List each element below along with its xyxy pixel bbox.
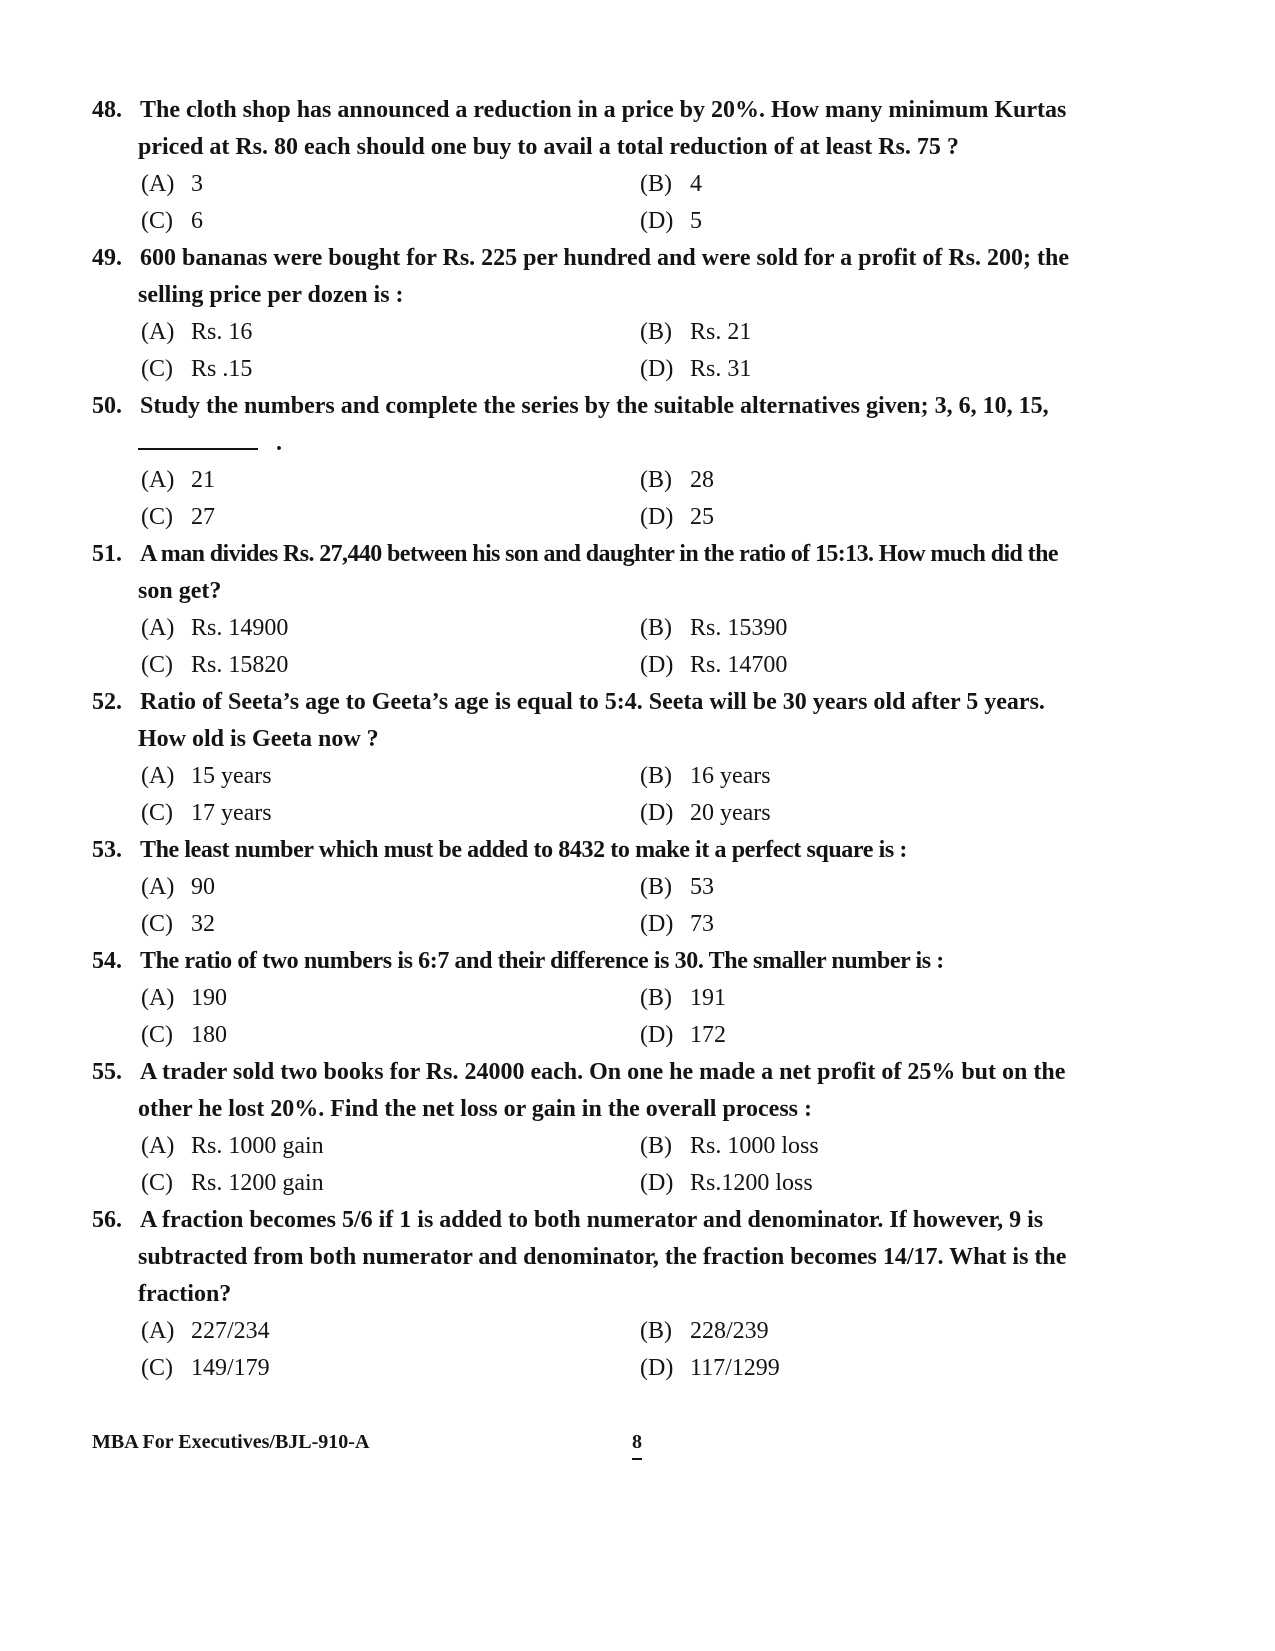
option-text: 28 <box>690 467 714 493</box>
option-letter: (C) <box>141 1022 173 1048</box>
question-number: 54. <box>92 948 122 974</box>
option-letter: (D) <box>640 800 674 826</box>
option-b <box>640 314 751 351</box>
option-d <box>640 906 714 943</box>
option-text: Rs. 16 <box>191 319 253 345</box>
option-text: 73 <box>690 911 714 937</box>
option-letter: (B) <box>640 171 672 197</box>
question-text-line: The cloth shop has announced a reduction in a price by 20%. How many minimum Kurtas <box>140 97 1067 123</box>
question-text-line: fraction? <box>138 1281 232 1307</box>
question-text-line: A man divides Rs. 27,440 between his son and daughter in the ratio of 15:13. How much did the <box>140 541 1058 567</box>
option-letter: (B) <box>640 1318 672 1344</box>
question-text-line: son get? <box>138 578 222 604</box>
question-56 <box>92 1202 1102 1387</box>
option-letter: (A) <box>141 1318 175 1344</box>
option-d <box>640 351 751 388</box>
option-b <box>640 1313 769 1350</box>
option-letter: (D) <box>640 1170 674 1196</box>
option-letter: (A) <box>141 763 175 789</box>
page-number-value: 8 <box>632 1431 642 1453</box>
option-d <box>640 1350 780 1387</box>
question-52 <box>92 684 1102 832</box>
option-letter: (D) <box>640 1022 674 1048</box>
option-letter: (B) <box>640 467 672 493</box>
option-letter: (B) <box>640 615 672 641</box>
question-55 <box>92 1054 1102 1202</box>
option-letter: (A) <box>141 467 175 493</box>
question-number: 51. <box>92 541 122 567</box>
option-text: 228/239 <box>690 1318 769 1344</box>
option-text: Rs. 1000 gain <box>191 1133 324 1159</box>
option-text: 53 <box>690 874 714 900</box>
question-text-line: How old is Geeta now ? <box>138 726 379 752</box>
option-text: 16 years <box>690 763 771 789</box>
option-text: 5 <box>690 208 702 234</box>
option-text: Rs. 15390 <box>690 615 788 641</box>
option-text: Rs.1200 loss <box>690 1170 813 1196</box>
option-a <box>141 314 252 351</box>
option-b <box>640 1128 819 1165</box>
option-letter: (C) <box>141 1170 173 1196</box>
option-text: 180 <box>191 1022 227 1048</box>
question-text-line: A trader sold two books for Rs. 24000 each. On one he made a net profit of 25% but on the <box>140 1059 1066 1085</box>
option-letter: (B) <box>640 985 672 1011</box>
question-50 <box>92 388 1102 536</box>
option-letter: (C) <box>141 356 173 382</box>
option-text: 20 years <box>690 800 771 826</box>
option-c <box>141 351 252 388</box>
option-letter: (B) <box>640 319 672 345</box>
question-number: 53. <box>92 837 122 863</box>
question-text-line: subtracted from both numerator and denominator, the fraction becomes 14/17. What is the <box>138 1244 1067 1270</box>
option-text: 190 <box>191 985 227 1011</box>
option-text: Rs. 1200 gain <box>191 1170 324 1196</box>
option-a <box>141 610 288 647</box>
question-text-line: The least number which must be added to 8432 to make it a perfect square is : <box>140 837 907 863</box>
question-text-line: priced at Rs. 80 each should one buy to avail a total reduction of at least Rs. 75 ? <box>138 134 959 160</box>
option-letter: (C) <box>141 652 173 678</box>
option-text: 6 <box>191 208 203 234</box>
question-49 <box>92 240 1102 388</box>
option-text: Rs. 14700 <box>690 652 788 678</box>
option-letter: (A) <box>141 1133 175 1159</box>
question-48 <box>92 92 1102 240</box>
option-text: 3 <box>191 171 203 197</box>
option-a <box>141 462 215 499</box>
option-letter: (A) <box>141 874 175 900</box>
option-a <box>141 980 227 1017</box>
option-text: 21 <box>191 467 215 493</box>
exam-code: MBA For Executives/BJL-910-A <box>92 1431 370 1453</box>
option-c <box>141 499 215 536</box>
question-53 <box>92 832 1102 943</box>
option-c <box>141 203 203 240</box>
option-b <box>640 610 787 647</box>
option-text: 90 <box>191 874 215 900</box>
option-a <box>141 758 272 795</box>
option-text: 191 <box>690 985 726 1011</box>
question-54 <box>92 943 1102 1054</box>
question-number: 56. <box>92 1207 122 1233</box>
option-text: 117/1299 <box>690 1355 780 1381</box>
option-c <box>141 1017 227 1054</box>
option-text: 227/234 <box>191 1318 270 1344</box>
option-c <box>141 795 272 832</box>
page-number-underline <box>632 1458 642 1460</box>
option-text: Rs. 31 <box>690 356 752 382</box>
option-a <box>141 1313 270 1350</box>
option-c <box>141 1350 270 1387</box>
option-text: 32 <box>191 911 215 937</box>
question-number: 49. <box>92 245 122 271</box>
option-d <box>640 1017 726 1054</box>
option-text: 15 years <box>191 763 272 789</box>
option-b <box>640 166 702 203</box>
option-c <box>141 1165 324 1202</box>
question-number: 52. <box>92 689 122 715</box>
option-d <box>640 795 771 832</box>
option-c <box>141 906 215 943</box>
option-letter: (C) <box>141 1355 173 1381</box>
option-text: 27 <box>191 504 215 530</box>
question-51 <box>92 536 1102 684</box>
option-c <box>141 647 288 684</box>
question-text-line: A fraction becomes 5/6 if 1 is added to both numerator and denominator. If however, 9 is <box>140 1207 1044 1233</box>
option-d <box>640 1165 813 1202</box>
option-text: 172 <box>690 1022 726 1048</box>
option-b <box>640 758 771 795</box>
option-letter: (C) <box>141 504 173 530</box>
option-text: 25 <box>690 504 714 530</box>
option-letter: (B) <box>640 874 672 900</box>
answer-blank <box>138 428 258 450</box>
question-text-line: other he lost 20%. Find the net loss or gain in the overall process : <box>138 1096 812 1122</box>
option-text: Rs. 14900 <box>191 615 289 641</box>
option-text: 149/179 <box>191 1355 270 1381</box>
option-a <box>141 869 215 906</box>
option-letter: (A) <box>141 319 175 345</box>
question-text-line: Study the numbers and complete the series by the suitable alternatives given; 3, 6, 10, 15, <box>140 393 1049 419</box>
option-text: Rs. 1000 loss <box>690 1133 819 1159</box>
option-letter: (A) <box>141 985 175 1011</box>
option-d <box>640 203 702 240</box>
question-number: 50. <box>92 393 122 419</box>
option-letter: (D) <box>640 208 674 234</box>
answer-blank-line <box>138 425 282 462</box>
question-number: 48. <box>92 97 122 123</box>
option-text: Rs. 21 <box>690 319 752 345</box>
option-a <box>141 1128 324 1165</box>
option-letter: (D) <box>640 504 674 530</box>
question-number: 55. <box>92 1059 122 1085</box>
option-letter: (A) <box>141 615 175 641</box>
option-text: 17 years <box>191 800 272 826</box>
option-letter: (C) <box>141 800 173 826</box>
option-letter: (B) <box>640 1133 672 1159</box>
question-text-line: Ratio of Seeta’s age to Geeta’s age is equal to 5:4. Seeta will be 30 years old after 5 years. <box>140 689 1045 715</box>
option-text: Rs .15 <box>191 356 253 382</box>
option-letter: (D) <box>640 1355 674 1381</box>
question-text-line: selling price per dozen is : <box>138 282 404 308</box>
question-text-line: The ratio of two numbers is 6:7 and their difference is 30. The smaller number is : <box>140 948 944 974</box>
option-letter: (A) <box>141 171 175 197</box>
question-text-line: . <box>276 430 282 456</box>
question-text-line: 600 bananas were bought for Rs. 225 per hundred and were sold for a profit of Rs. 200; the <box>140 245 1069 271</box>
option-letter: (D) <box>640 356 674 382</box>
option-letter: (C) <box>141 208 173 234</box>
option-text: 4 <box>690 171 702 197</box>
option-b <box>640 980 726 1017</box>
option-a <box>141 166 203 203</box>
option-text: Rs. 15820 <box>191 652 289 678</box>
option-letter: (D) <box>640 652 674 678</box>
page-footer <box>92 1428 1102 1468</box>
option-letter: (B) <box>640 763 672 789</box>
option-letter: (D) <box>640 911 674 937</box>
option-d <box>640 499 714 536</box>
option-d <box>640 647 787 684</box>
page-number <box>627 1428 647 1460</box>
option-b <box>640 462 714 499</box>
option-b <box>640 869 714 906</box>
option-letter: (C) <box>141 911 173 937</box>
